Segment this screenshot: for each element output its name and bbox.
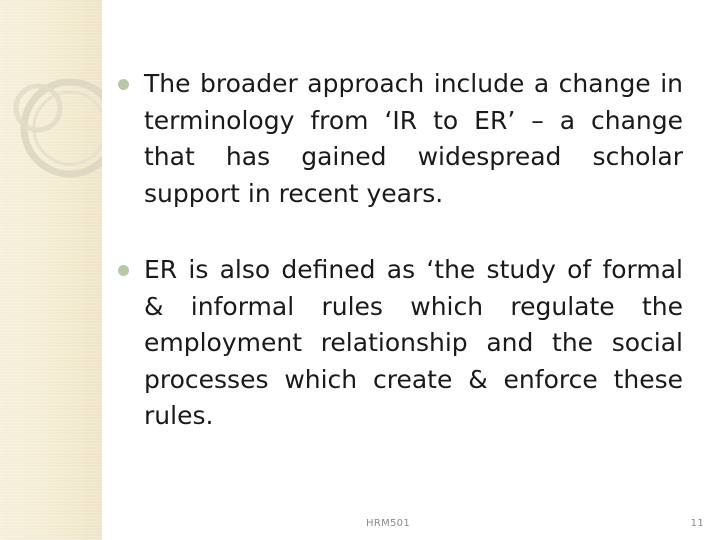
bullet-item: [118, 66, 683, 212]
footer-course-code: HRM501: [366, 518, 410, 529]
bullet-dot-icon: [118, 79, 129, 90]
bullet-list: [118, 66, 683, 435]
bullet-text: ER is also defined as ‘the study of formal & informal rules which regulate the employment relationship and the social processes which create & enforce these rules.: [144, 255, 683, 430]
bullet-item: [118, 252, 683, 435]
decorative-side-band: [0, 0, 102, 540]
bullet-dot-icon: [118, 265, 129, 276]
decorative-rings: [0, 0, 102, 540]
slide-number: 11: [690, 518, 704, 529]
bullet-text: The broader approach include a change in terminology from ‘IR to ER’ – a change that has gained widespread scholar support in recent years.: [144, 69, 683, 208]
